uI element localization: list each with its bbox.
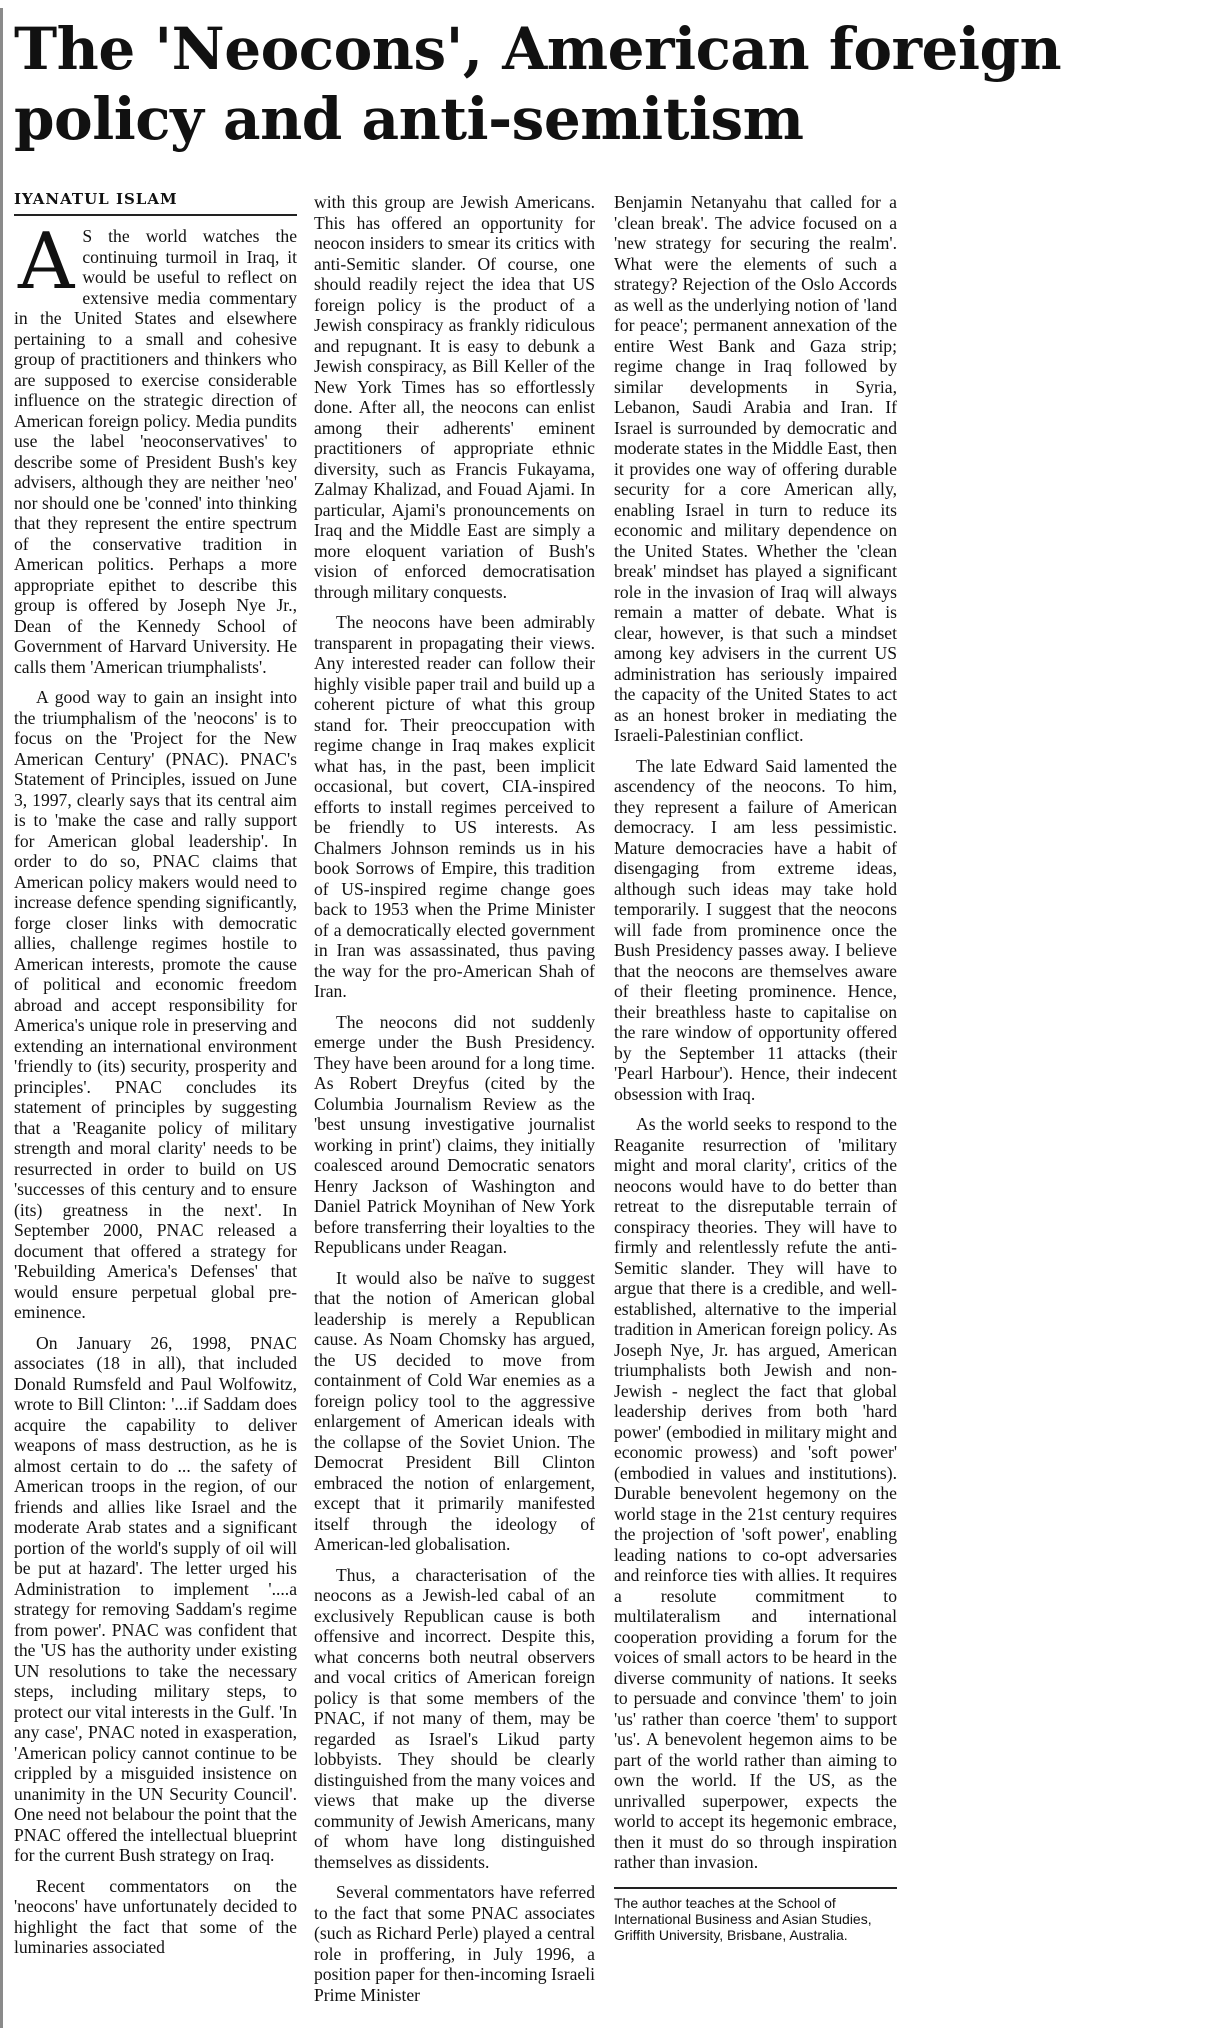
paragraph: Recent commentators on the 'neocons' have unfortunately decided to highlight the fact that some of the luminaries associated <box>14 1875 297 1957</box>
article-column-3 <box>614 192 897 1943</box>
drop-cap: A <box>18 217 75 307</box>
paragraph: Thus, a characterisation of the neocons as a Jewish-led cabal of an exclusively Republican cause is both offensive and incorrect. Despite this, what concerns both neutral observers and vocal critics of American foreign policy is that some members of the PNAC, if not many of them, may be regarded as Israel's Likud party lobbyists. They should be clearly distinguished from the many voices and views that make up the diverse community of Jewish Americans, many of whom have long distinguished themselves as dissidents. <box>314 1564 595 1872</box>
paragraph-text: S the world watches the continuing turmoil in Iraq, it would be useful to reflect on extensive media commentary in the United States and elsewhere pertaining to a small and cohesive group of practitioners and thinkers who are supposed to exercise considerable influence on the strategic direction of American foreign policy. Media pundits use the label 'neoconservatives' to describe some of President Bush's key advisers, although they are neither 'neo' nor should one be 'conned' into thinking that they represent the entire spectrum of the conservative tradition in American politics. Perhaps a more appropriate epithet to describe this group is offered by Joseph Nye Jr., Dean of the Kennedy School of Government of Harvard University. He calls them 'American triumphalists'. <box>14 226 297 677</box>
paragraph: It would also be naïve to suggest that the notion of American global leadership is merely a Republican cause. As Noam Chomsky has argued, the US decided to move from containment of Cold War enemies as a foreign policy tool to the aggressive enlargement of American ideals with the collapse of the Soviet Union. The Democrat President Bill Clinton embraced the notion of enlargement, except that it primarily manifested itself through the ideology of American-led globalisation. <box>314 1267 595 1554</box>
headline <box>14 14 1214 154</box>
headline-line-1: The 'Neocons', American foreign <box>14 15 1062 83</box>
paragraph: with this group are Jewish Americans. This has offered an opportunity for neocon insiders to smear its critics with anti-Semitic slander. Of course, one should readily reject the idea that US foreign policy is the product of a Jewish conspiracy as frankly ridiculous and repugnant. It is easy to debunk a Jewish conspiracy, as Bill Keller of the New York Times has so effortlessly done. After all, the neocons can enlist among their adherents' eminent practitioners of appropriate ethnic diversity, such as Francis Fukayama, Zalmay Khalizad, and Fouad Ajami. In particular, Ajami's pronouncements on Iraq and the Middle East are simply a more eloquent variation of Bush's vision of enforced democratisation through military conquests. <box>314 192 595 602</box>
author-note: The author teaches at the School of International Business and Asian Studies, Griffith University, Brisbane, Australia. <box>614 1887 897 1943</box>
headline-line-2: policy and anti-semitism <box>14 85 804 153</box>
paragraph: On January 26, 1998, PNAC associates (18 in all), that included Donald Rumsfeld and Paul Wolfowitz, wrote to Bill Clinton: '...if Saddam does acquire the capability to deliver weapons of mass destruction, as he is almost certain to do ... the safety of American troops in the region, of our friends and allies like Israel and the moderate Arab states and a significant portion of the world's supply of oil will be put at hazard'. The letter urged his Administration to implement '....a strategy for removing Saddam's regime from power'. PNAC was confident that the 'US has the authority under existing UN resolutions to take the necessary steps, including military steps, to protect our vital interests in the Gulf. 'In any case', PNAC noted in exasperation, 'American policy cannot continue to be crippled by a misguided insistence on unanimity in the UN Security Council'. One need not belabour the point that the PNAC offered the intellectual blueprint for the current Bush strategy on Iraq. <box>14 1332 297 1865</box>
column-divider <box>0 8 3 2028</box>
byline: IYANATUL ISLAM <box>14 190 297 216</box>
paragraph: The late Edward Said lamented the ascendency of the neocons. To him, they represent a failure of American democracy. I am less pessimistic. Mature democracies have a habit of disengaging from extreme ideas, although such ideas may take hold temporarily. I suggest that the neocons will fade from prominence once the Bush Presidency passes away. I believe that the neocons are themselves aware of their fleeting prominence. Hence, their breathless haste to capitalise on the rare window of opportunity offered by the September 11 attacks (their 'Pearl Harbour'). Hence, their indecent obsession with Iraq. <box>614 755 897 1104</box>
paragraph: The neocons have been admirably transparent in propagating their views. Any interested reader can follow their highly visible paper trail and build up a coherent picture of what this group stand for. Their preoccupation with regime change in Iraq makes explicit what has, in the past, been implicit occasional, but covert, CIA-inspired efforts to install regimes perceived to be friendly to US interests. As Chalmers Johnson reminds us in his book Sorrows of Empire, this tradition of US-inspired regime change goes back to 1953 when the Prime Minister of a democratically elected government in Iran was assassinated, thus paving the way for the pro-American Shah of Iran. <box>314 612 595 1001</box>
paragraph <box>14 217 297 677</box>
paragraph: A good way to gain an insight into the triumphalism of the 'neocons' is to focus on the 'Project for the New American Century' (PNAC). PNAC's Statement of Principles, issued on June 3, 1997, clearly says that its central aim is to 'make the case and rally support for American global leadership'. In order to do so, PNAC claims that American policy makers would need to increase defence spending significantly, forge closer links with democratic allies, challenge regimes hostile to American interests, promote the cause of political and economic freedom abroad and accept responsibility for America's unique role in preserving and extending an international environment 'friendly to (its) security, prosperity and principles'. PNAC concludes its statement of principles by suggesting that a 'Reaganite policy of military strength and moral clarity' needs to be resurrected in order to build on US 'successes of this century and to ensure (its) greatness in the next'. In September 2000, PNAC released a document that offered a strategy for 'Rebuilding America's Defenses' that would ensure perpetual global pre-eminence. <box>14 687 297 1322</box>
article-column-2 <box>314 192 595 2015</box>
paragraph: Benjamin Netanyahu that called for a 'clean break'. The advice focused on a 'new strategy for securing the realm'. What were the elements of such a strategy? Rejection of the Oslo Accords as well as the underlying notion of 'land for peace'; permanent annexation of the entire West Bank and Gaza strip; regime change in Iraq followed by similar developments in Syria, Lebanon, Saudi Arabia and Iran. If Israel is surrounded by democratic and moderate states in the Middle East, then it provides one way of offering durable security for a core American ally, enabling Israel in turn to reduce its economic and military dependence on the United States. Whether the 'clean break' mindset has played a significant role in the invasion of Iraq will always remain a matter of debate. What is clear, however, is that such a mindset among key advisers in the current US administration has seriously impaired the capacity of the United States to act as an honest broker in mediating the Israeli-Palestinian conflict. <box>614 192 897 745</box>
article-column-1 <box>14 217 297 1968</box>
paragraph: As the world seeks to respond to the Reaganite resurrection of 'military might and moral clarity', critics of the neocons would have to do better than retreat to the disreputable terrain of conspiracy theories. They will have to firmly and relentlessly refute the anti-Semitic slander. They will have to argue that there is a credible, and well-established, alternative to the imperial tradition in American foreign policy. As Joseph Nye, Jr. has argued, American triumphalists both Jewish and non-Jewish - neglect the fact that global leadership derives from both 'hard power' (embodied in military might and economic prowess) and 'soft power' (embodied in values and institutions). Durable benevolent hegemony on the world stage in the 21st century requires the projection of 'soft power', enabling leading nations to co-opt adversaries and reinforce ties with allies. It requires a resolute commitment to multilateralism and international cooperation providing a forum for the voices of small actors to be heard in the diverse community of nations. It seeks to persuade and convince 'them' to join 'us' rather than coerce 'them' to support 'us'. A benevolent hegemon aims to be part of the world rather than aiming to own the world. If the US, as the unrivalled superpower, expects the world to accept its hegemonic embrace, then it must do so through inspiration rather than invasion. <box>614 1114 897 1872</box>
paragraph: The neocons did not suddenly emerge under the Bush Presidency. They have been around for a long time. As Robert Dreyfus (cited by the Columbia Journalism Review as the 'best unsung investigative journalist working in print') claims, they initially coalesced around Democratic senators Henry Jackson of Washington and Daniel Patrick Moynihan of New York before transferring their loyalties to the Republicans under Reagan. <box>314 1011 595 1257</box>
paragraph: Several commentators have referred to the fact that some PNAC associates (such as Richard Perle) played a central role in proffering, in July 1996, a position paper for then-incoming Israeli Prime Minister <box>314 1882 595 2005</box>
